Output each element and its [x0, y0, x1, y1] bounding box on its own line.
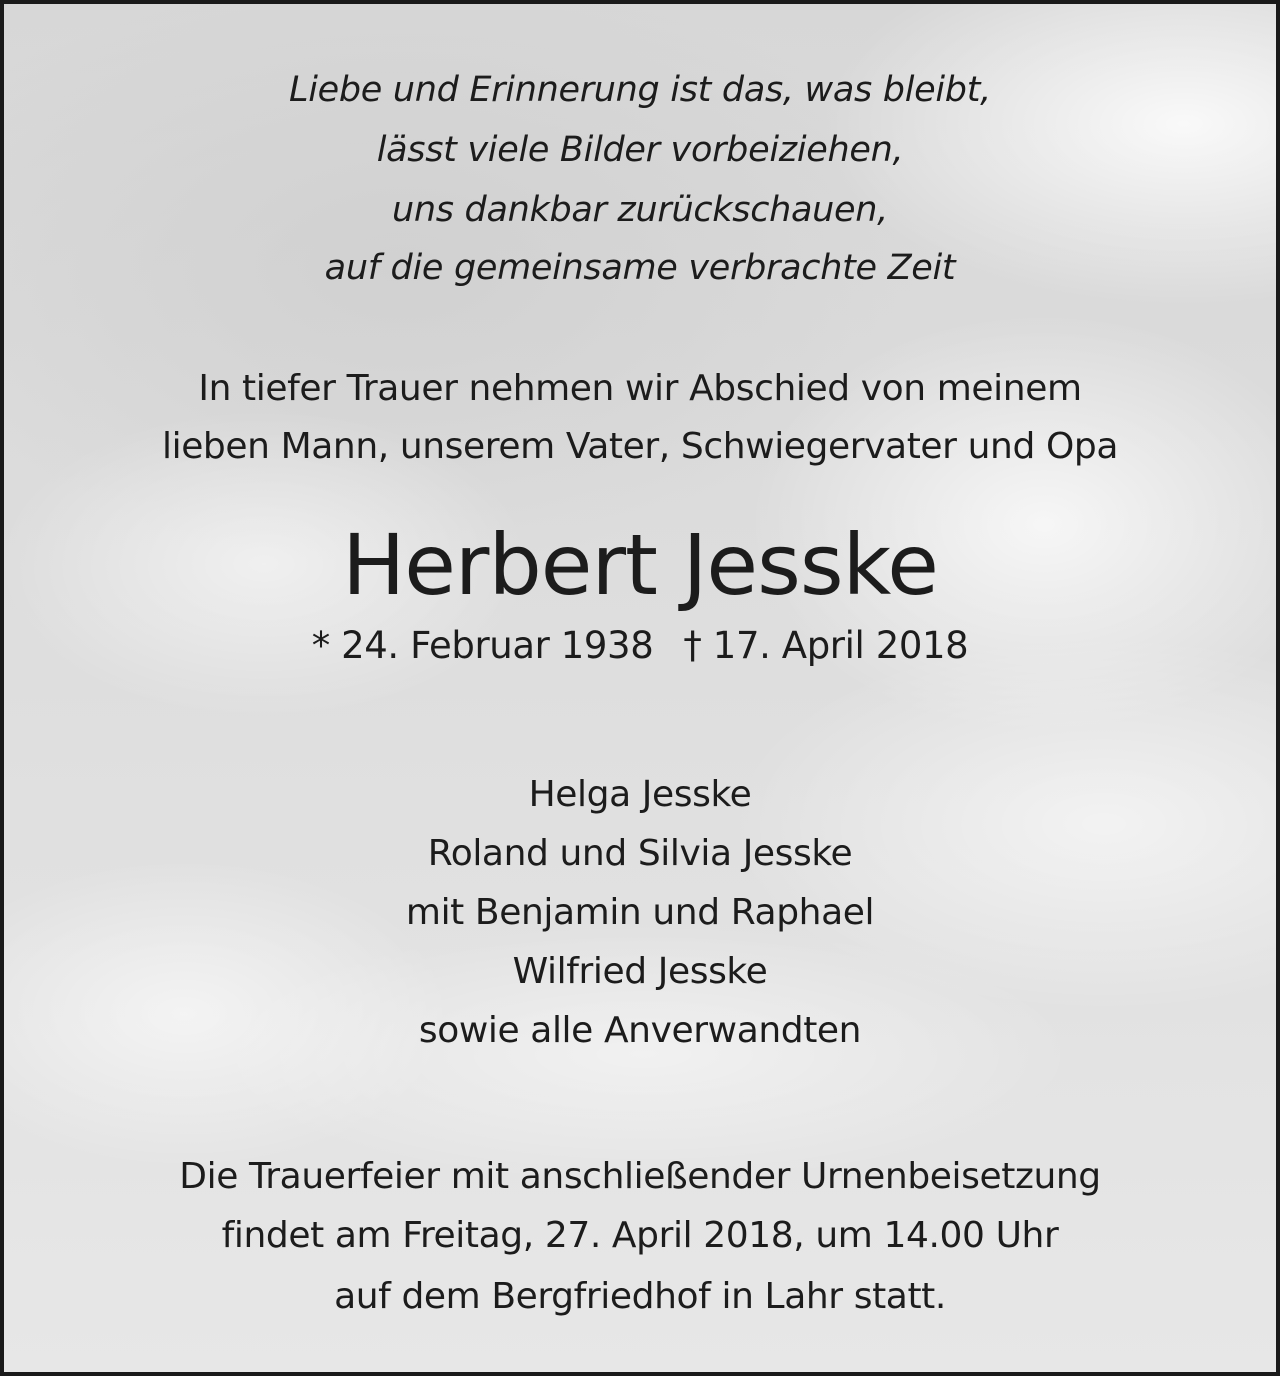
service-line-1: Die Trauerfeier mit anschließender Urnenbeisetzung: [179, 1156, 1101, 1197]
verse-line-4: auf die gemeinsame verbrachte Zeit: [324, 248, 956, 288]
announcement-line-2: lieben Mann, unserem Vater, Schwiegervater und Opa: [161, 426, 1118, 467]
death-date: † 17. April 2018: [683, 624, 969, 667]
mourner-line-3: mit Benjamin und Raphael: [405, 892, 875, 933]
mourner-line-5: sowie alle Anverwandten: [418, 1010, 862, 1051]
verse-line-1: Liebe und Erinnerung ist das, was bleibt,: [289, 70, 991, 110]
mourner-line-1: Helga Jesske: [528, 774, 752, 815]
announcement-line-1: In tiefer Trauer nehmen wir Abschied von meinem: [198, 368, 1082, 409]
life-dates: [4, 624, 1276, 667]
verse-line-2: lässt viele Bilder vorbeiziehen,: [376, 130, 904, 170]
service-line-3: auf dem Bergfriedhof in Lahr statt.: [334, 1276, 946, 1317]
mourner-line-4: Wilfried Jesske: [512, 951, 768, 992]
service-line-2: findet am Freitag, 27. April 2018, um 14.00 Uhr: [221, 1215, 1059, 1256]
deceased-name: Herbert Jesske: [342, 516, 938, 614]
mourner-line-2: Roland und Silvia Jesske: [427, 833, 853, 874]
verse-line-3: uns dankbar zurückschauen,: [392, 190, 888, 230]
birth-date: * 24. Februar 1938: [311, 624, 654, 667]
